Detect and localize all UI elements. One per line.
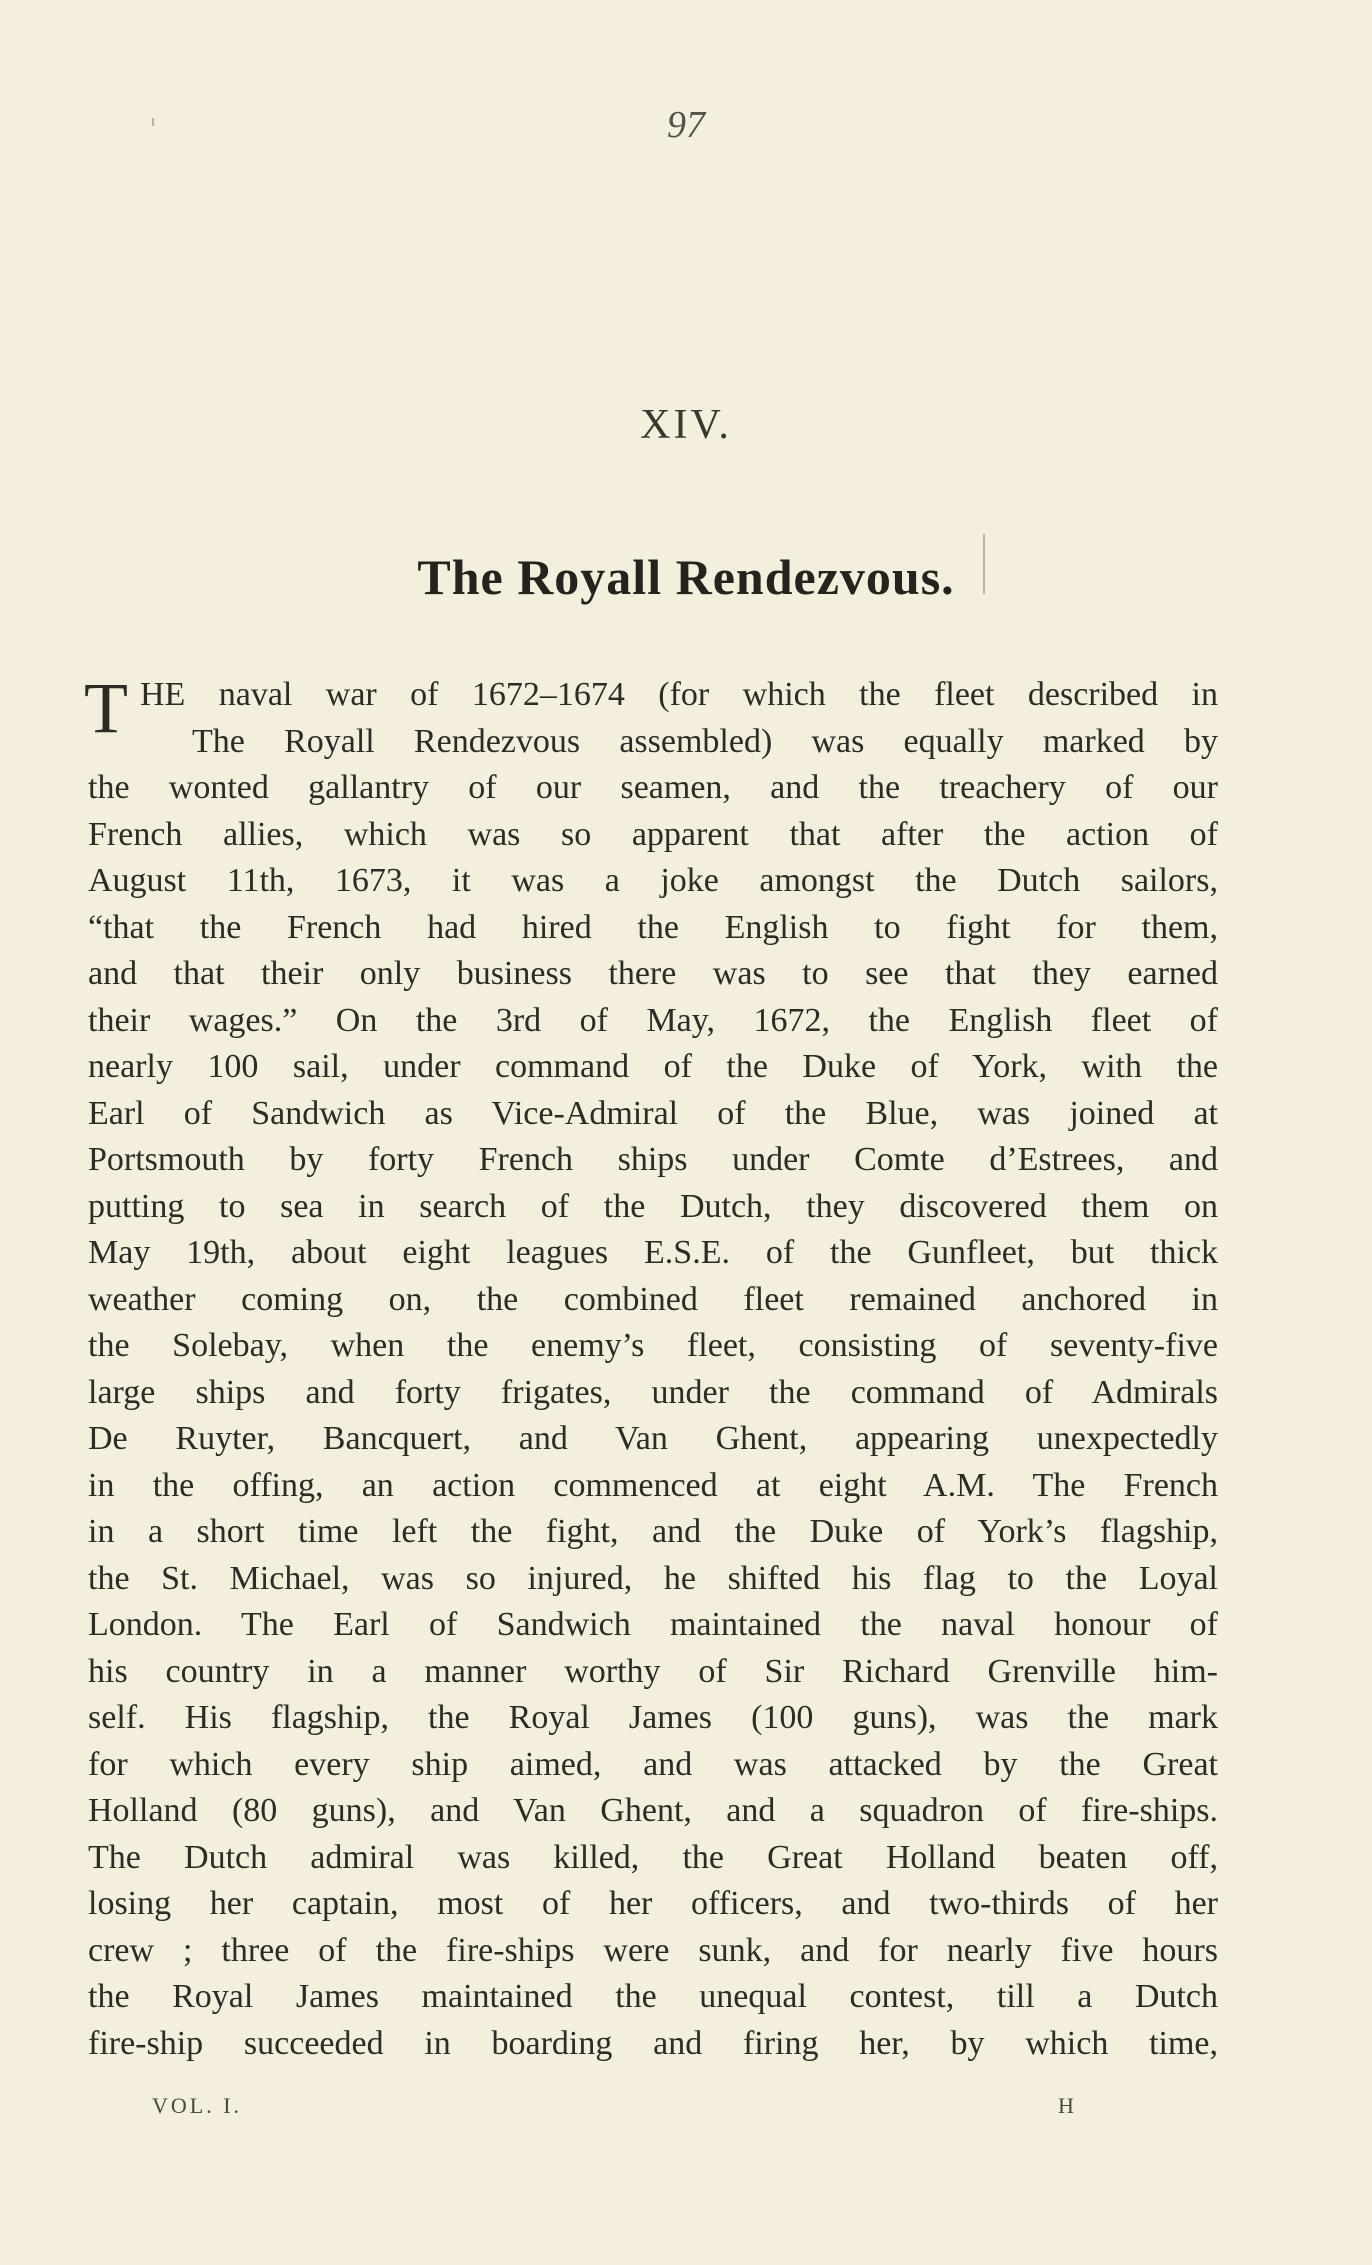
text-line: Holland (80 guns), and Van Ghent, and a squadron of fire-ships.: [88, 1792, 1218, 1829]
margin-mark: [152, 118, 154, 126]
footer-volume: VOL. I.: [152, 2093, 243, 2118]
text-line: nearly 100 sail, under command of the Duke of York, with the: [88, 1048, 1218, 1085]
text-line: in a short time left the fight, and the Duke of York’s flagship,: [88, 1513, 1218, 1550]
drop-cap: T: [84, 668, 128, 748]
text-line: putting to sea in search of the Dutch, they discovered them on: [88, 1187, 1218, 1225]
text-line: crew ; three of the fire-ships were sunk, and for nearly five hours: [88, 1931, 1218, 1969]
page-number: 97: [667, 104, 705, 146]
text-line: large ships and forty frigates, under the command of Admirals: [88, 1373, 1218, 1411]
text-line: and that their only business there was to see that they earned: [88, 955, 1218, 992]
text-line: HE naval war of 1672–1674 (for which the fleet described in: [140, 676, 1218, 713]
text-line: the Royal James maintained the unequal contest, till a Dutch: [88, 1978, 1218, 2015]
text-line: losing her captain, most of her officers, and two-thirds of her: [88, 1885, 1218, 1922]
text-line: The Royall Rendezvous assembled) was equally marked by: [192, 722, 1218, 760]
chapter-title: The Royall Rendezvous.: [417, 549, 955, 605]
text-line: for which every ship aimed, and was attacked by the Great: [88, 1745, 1218, 1783]
text-line: “that the French had hired the English to fight for them,: [88, 908, 1218, 946]
chapter-numeral: XIV.: [640, 402, 732, 448]
text-line: his country in a manner worthy of Sir Richard Grenville him-: [88, 1652, 1218, 1690]
text-line: weather coming on, the combined fleet remained anchored in: [88, 1280, 1218, 1318]
text-line: their wages.” On the 3rd of May, 1672, the English fleet of: [88, 1001, 1218, 1039]
text-line: in the offing, an action commenced at eight A.M. The French: [88, 1466, 1218, 1504]
text-line: the St. Michael, was so injured, he shifted his flag to the Loyal: [88, 1559, 1218, 1597]
text-line: The Dutch admiral was killed, the Great Holland beaten off,: [88, 1838, 1218, 1876]
text-line: Earl of Sandwich as Vice-Admiral of the Blue, was joined at: [88, 1094, 1218, 1132]
text-line: May 19th, about eight leagues E.S.E. of the Gunfleet, but thick: [88, 1234, 1218, 1271]
text-line: fire-ship succeeded in boarding and firing her, by which time,: [88, 2024, 1218, 2062]
footer-signature: H: [1058, 2093, 1074, 2118]
text-line: self. His flagship, the Royal James (100 guns), was the mark: [88, 1699, 1218, 1736]
text-line: the wonted gallantry of our seamen, and the treachery of our: [88, 769, 1218, 806]
text-line: De Ruyter, Bancquert, and Van Ghent, appearing unexpectedly: [88, 1420, 1218, 1457]
text-line: the Solebay, when the enemy’s fleet, consisting of seventy-five: [88, 1327, 1218, 1364]
body-text: [88, 672, 1218, 2067]
text-line: August 11th, 1673, it was a joke amongst the Dutch sailors,: [88, 862, 1218, 899]
text-line: London. The Earl of Sandwich maintained the naval honour of: [88, 1606, 1218, 1643]
text-line: French allies, which was so apparent that after the action of: [88, 815, 1218, 853]
margin-mark: [983, 534, 985, 594]
text-line: Portsmouth by forty French ships under Comte d’Estrees, and: [88, 1141, 1218, 1178]
